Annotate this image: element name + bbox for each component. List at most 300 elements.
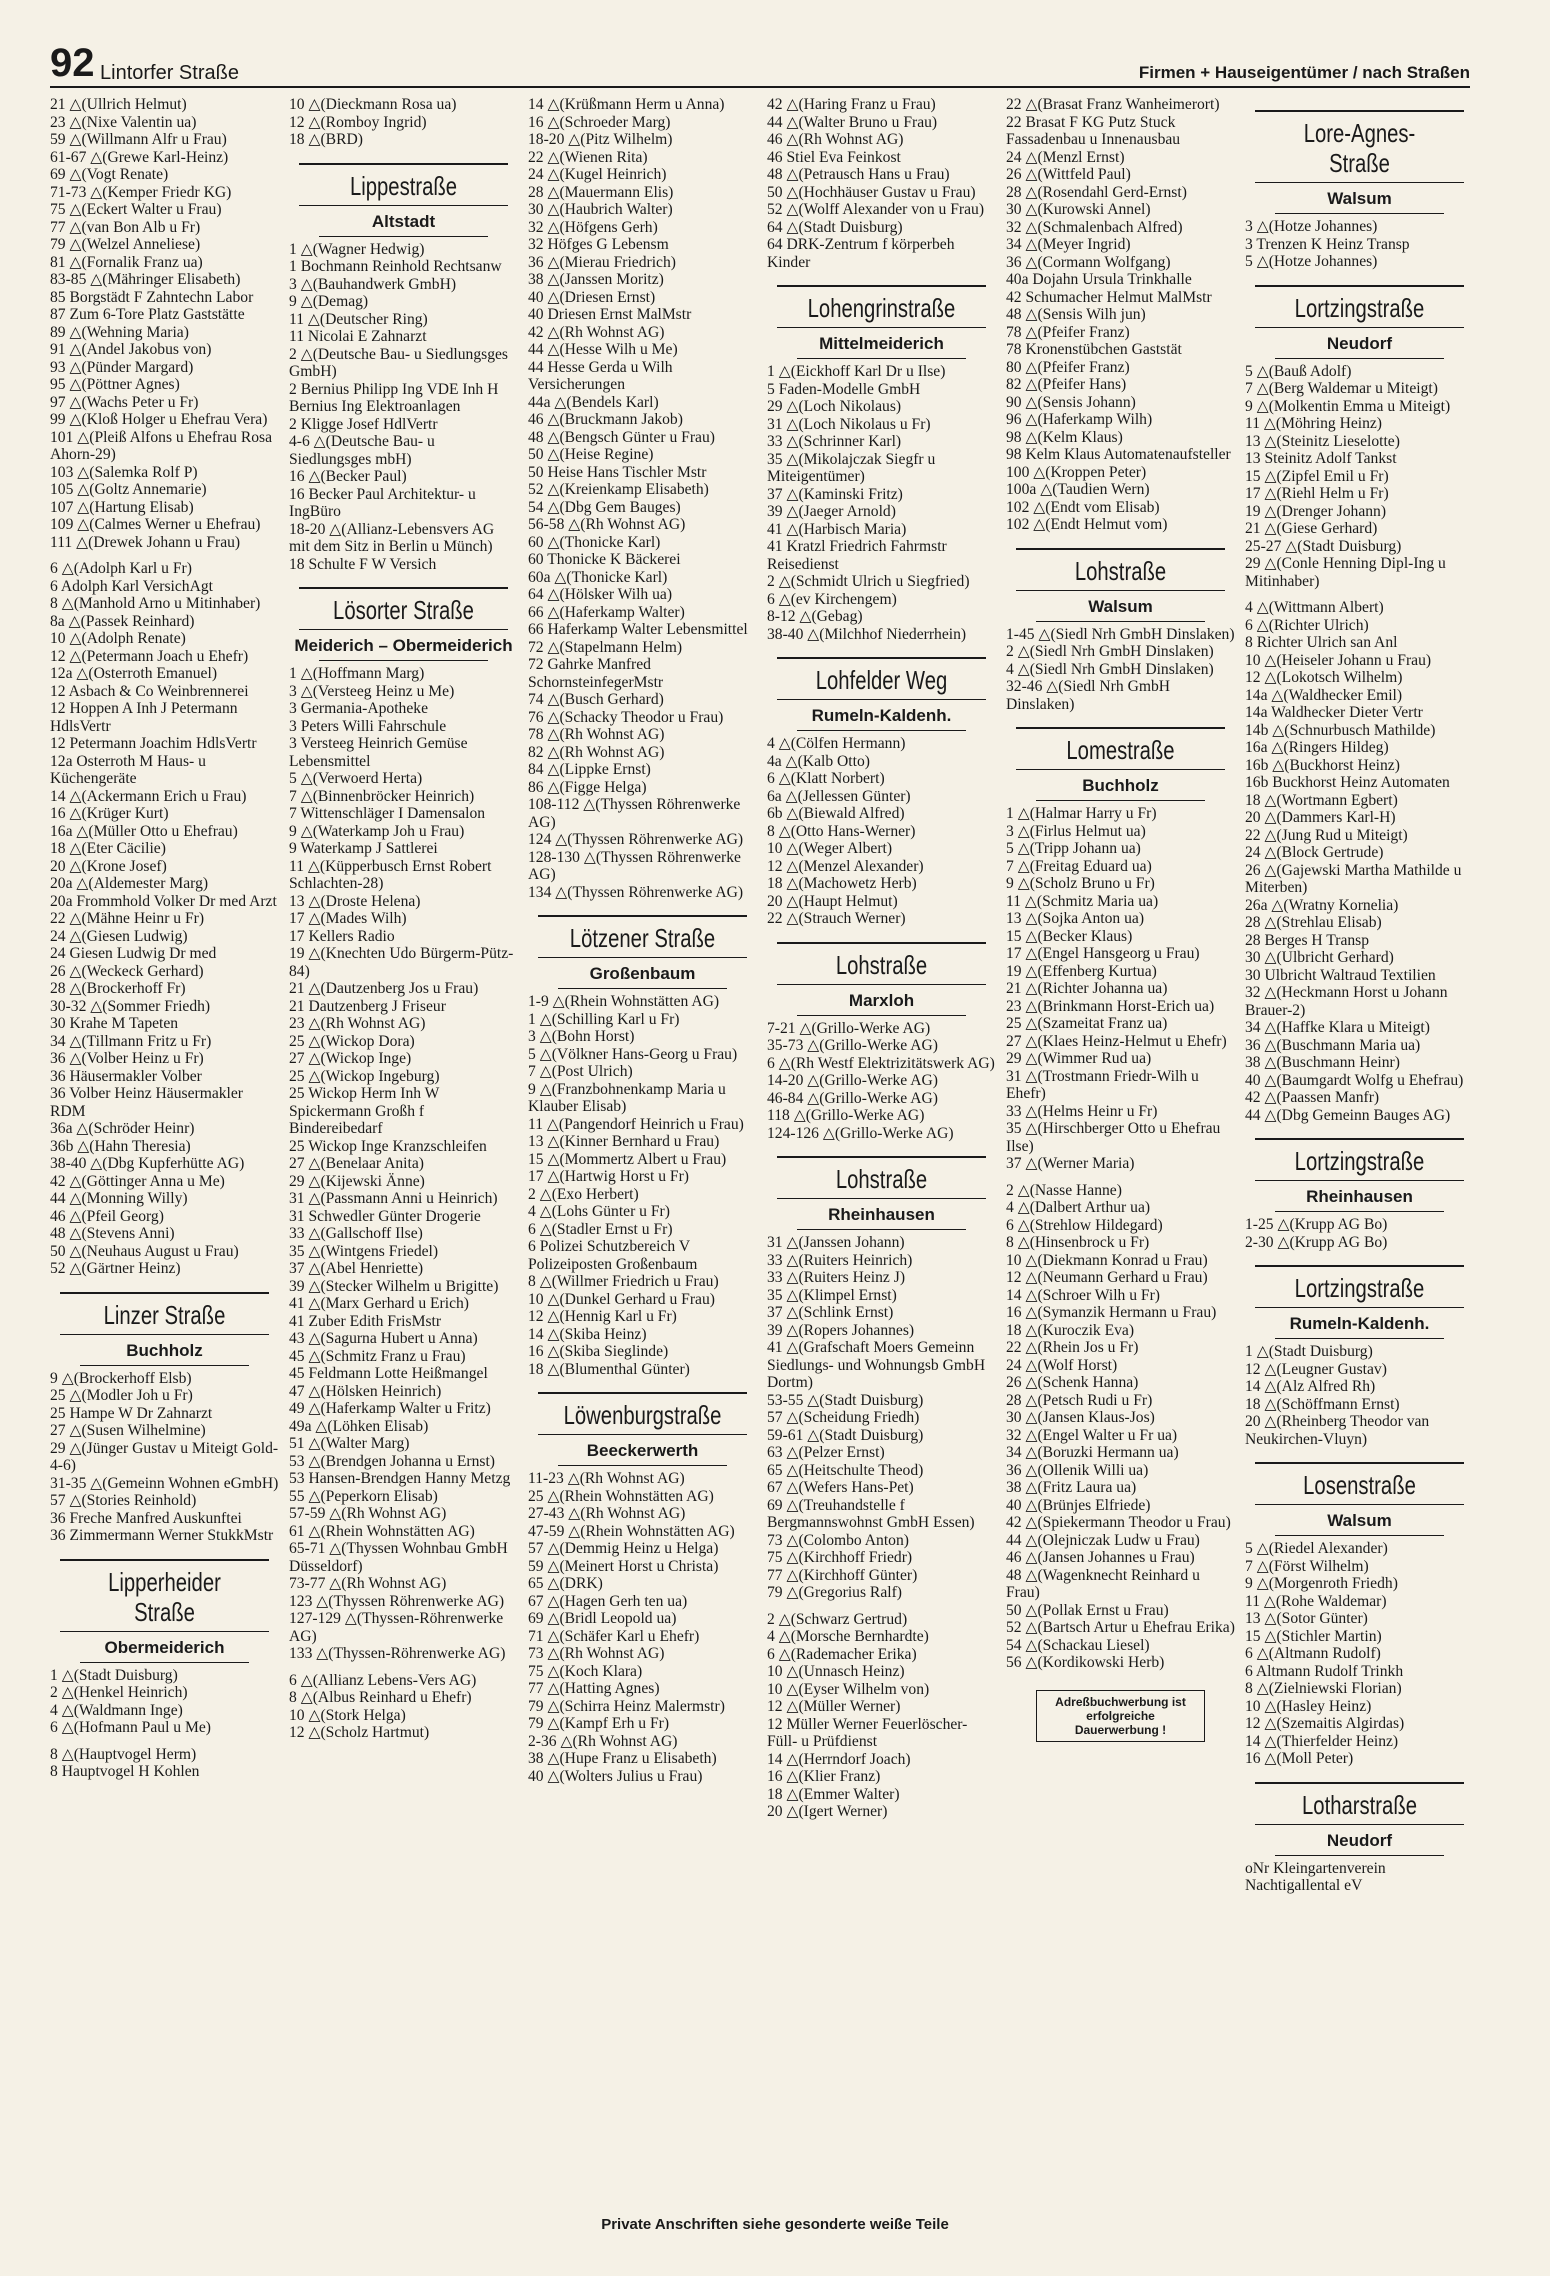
- district-name: Altstadt: [371, 211, 436, 231]
- address-entry: 38-40 △(Milchhof Niederrhein): [767, 625, 967, 643]
- address-entry: 5 △(Riedel Alexander): [1245, 1540, 1388, 1557]
- district-divider: [1275, 213, 1444, 214]
- address-entry: 18 △(Kuroczik Eva): [1006, 1321, 1135, 1339]
- address-entry: 73-77 △(Rh Wohnst AG): [289, 1575, 447, 1592]
- address-entry: 9 Waterkamp J Sattlerei: [289, 840, 438, 857]
- address-entry: 3 Versteeg Heinrich Gemüse Lebensmittel: [289, 735, 468, 770]
- entry-spacer: [50, 1737, 279, 1746]
- address-entry: 22 △(Wienen Rita): [528, 148, 648, 166]
- district-divider: [1275, 1855, 1444, 1856]
- address-entry: 48 △(Stevens Anni): [50, 1225, 175, 1242]
- address-entry: 21 △(Richter Johanna ua): [1006, 980, 1168, 997]
- street-heading: [299, 587, 508, 630]
- address-entry: 47-59 △(Rhein Wohnstätten AG): [528, 1522, 735, 1540]
- address-entry: 14 △(Skiba Heinz): [528, 1325, 647, 1343]
- directory-column: [50, 96, 279, 2196]
- address-entry: 5 Faden-Modelle GmbH: [767, 380, 921, 398]
- address-entry: 85 Borgstädt F Zahntechn Labor: [50, 288, 254, 306]
- address-entry: 18 △(Machowetz Herb): [767, 875, 917, 892]
- address-entry: 6 △(Hofmann Paul u Me): [50, 1719, 211, 1736]
- address-entry: 3 △(Firlus Helmut ua): [1006, 822, 1146, 840]
- address-entry: 66 Haferkamp Walter Lebensmittel: [528, 621, 748, 638]
- address-entry: 39 △(Ropers Johannes): [767, 1321, 915, 1339]
- address-entry: 33 △(Gallschoff Ilse): [289, 1225, 423, 1242]
- address-entry: 44 △(Walter Bruno u Frau): [767, 113, 938, 131]
- address-entry: 60 △(Thonicke Karl): [528, 533, 661, 551]
- address-entry: 7-21 △(Grillo-Werke AG): [767, 1019, 931, 1037]
- address-entry: 43 △(Sagurna Hubert u Anna): [289, 1330, 478, 1347]
- address-entry: 134 △(Thyssen Röhrenwerke AG): [528, 883, 744, 901]
- address-entry: 10 △(Adolph Renate): [50, 630, 186, 647]
- address-entry: 56 △(Kordikowski Herb): [1006, 1654, 1165, 1671]
- address-entry: 44 △(Olejniczak Ludw u Frau): [1006, 1531, 1200, 1549]
- address-entry: 25 △(Modler Joh u Fr): [50, 1387, 193, 1404]
- address-entry: 40 △(Baumgardt Wolfg u Ehefrau): [1245, 1071, 1464, 1089]
- address-entry: 6 Adolph Karl VersichAgt: [50, 577, 213, 595]
- address-entry: 18 △(Wortmann Egbert): [1245, 791, 1398, 809]
- address-entry: 11 △(Pangendorf Heinrich u Frau): [528, 1115, 744, 1133]
- address-entry: 28 △(Petsch Rudi u Fr): [1006, 1391, 1153, 1409]
- address-entry: 12 △(Hennig Karl u Fr): [528, 1308, 677, 1325]
- address-entry: 14a Waldhecker Dieter Vertr: [1245, 704, 1423, 721]
- address-entry: 97 △(Wachs Peter u Fr): [50, 393, 199, 411]
- address-entry: 60 Thonicke K Bäckerei: [528, 551, 681, 568]
- section-header: Firmen + Hauseigentümer / nach Straßen: [1138, 63, 1470, 82]
- address-entry: 8 △(Otto Hans-Werner): [767, 822, 916, 840]
- street-name: Löwenburgstraße: [563, 1400, 722, 1430]
- street-block: [1006, 548, 1235, 714]
- district-name: Buchholz: [126, 1340, 203, 1360]
- address-entry: 27 △(Klaes Heinz-Helmut u Ehefr): [1006, 1032, 1227, 1050]
- address-entry: 50 △(Pollak Ernst u Frau): [1006, 1601, 1169, 1619]
- address-entry: 36 Freche Manfred Auskunftei: [50, 1509, 242, 1527]
- district-name: Mittelmeiderich: [819, 334, 944, 353]
- address-entry: 133 △(Thyssen-Röhrenwerke AG): [289, 1645, 506, 1662]
- address-entry: 72 △(Stapelmann Helm): [528, 638, 683, 656]
- address-entry: 101 △(Pleiß Alfons u Ehefrau Rosa Ahorn-29): [50, 428, 273, 463]
- address-entry: 99 △(Kloß Holger u Ehefrau Vera): [50, 411, 268, 428]
- address-entry: 8a △(Passek Reinhard): [50, 612, 195, 630]
- address-entry: 9 △(Franzbohnenkamp Maria u Klauber Elisab): [528, 1080, 726, 1115]
- address-entry: 63 △(Pelzer Ernst): [767, 1444, 885, 1461]
- district-name: Marxloh: [848, 990, 915, 1010]
- street-block: [1245, 1462, 1474, 1768]
- district-divider: [319, 236, 488, 237]
- address-entry: 16b △(Buckhorst Heinz): [1245, 756, 1400, 774]
- street-heading: [1255, 1462, 1464, 1505]
- address-entry: 22 △(Strauch Werner): [767, 910, 906, 927]
- address-entry: 41 Kratzl Friedrich Fahrmstr Reisedienst: [767, 538, 947, 573]
- street-block: [289, 163, 518, 574]
- district-name: Buchholz: [1082, 776, 1159, 795]
- address-entry: 10 △(Heiseler Johann u Frau): [1245, 651, 1432, 669]
- entry-spacer: [1006, 1173, 1235, 1182]
- address-entry: 23 △(Brinkmann Horst-Erich ua): [1006, 997, 1215, 1015]
- address-entry: 2 △(Henkel Heinrich): [50, 1684, 188, 1701]
- address-entry: 34 △(Tillmann Fritz u Fr): [50, 1032, 212, 1050]
- address-entry: 29 △(Loch Nikolaus): [767, 398, 902, 415]
- address-entry: 41 △(Marx Gerhard u Erich): [289, 1295, 469, 1312]
- address-entry: 14 △(Krüßmann Herm u Anna): [528, 96, 725, 113]
- district-divider: [1275, 1338, 1444, 1339]
- address-entry: 69 △(Vogt Renate): [50, 166, 169, 183]
- address-entry: 61-67 △(Grewe Karl-Heinz): [50, 148, 229, 166]
- address-entry: 37 △(Abel Henriette): [289, 1260, 424, 1277]
- address-entry: 4 △(Dalbert Arthur ua): [1006, 1199, 1151, 1216]
- address-entry: 53 △(Brendgen Johanna u Ernst): [289, 1452, 496, 1470]
- address-entry: 29 △(Kijewski Änne): [289, 1172, 425, 1190]
- address-entry: 14 △(Schroer Wilh u Fr): [1006, 1286, 1160, 1304]
- address-entry: 76 △(Schacky Theodor u Frau): [528, 708, 724, 726]
- district-divider: [797, 730, 966, 731]
- address-entry: 41 △(Grafschaft Moers Gemeinn Siedlungs- und Wohnungsb GmbH Dortm): [767, 1339, 986, 1391]
- address-entry: 29 △(Jünger Gustav u Miteigt Gold-4-6): [50, 1439, 279, 1474]
- street-block: [50, 1559, 279, 1781]
- street-name: Lortzingstraße: [1294, 292, 1425, 323]
- address-entry: 35 △(Klimpel Ernst): [767, 1286, 897, 1304]
- street-name: Lösorter Straße: [333, 595, 474, 625]
- address-entry: 24 Giesen Ludwig Dr med: [50, 945, 217, 962]
- address-entry: 1 △(Stadt Duisburg): [50, 1666, 178, 1684]
- address-entry: 60a △(Thonicke Karl): [528, 568, 668, 586]
- address-entry: 18 △(Emmer Walter): [767, 1785, 900, 1803]
- address-entry: 127-129 △(Thyssen-Röhrenwerke AG): [289, 1610, 504, 1645]
- address-entry: 12 Müller Werner Feuerlöscher- Füll- u Prüfdienst: [767, 1715, 968, 1750]
- address-entry: 81 △(Fornalik Franz ua): [50, 253, 203, 271]
- address-entry: 98 △(Kelm Klaus): [1006, 428, 1123, 446]
- address-entry: 77 △(van Bon Alb u Fr): [50, 218, 201, 236]
- address-entry: 9 △(Waterkamp Joh u Frau): [289, 822, 465, 840]
- address-entry: 69 △(Bridl Leopold ua): [528, 1610, 677, 1627]
- address-entry: 95 △(Pöttner Agnes): [50, 376, 180, 393]
- address-entry: 33 △(Schrinner Karl): [767, 433, 902, 450]
- address-entry: 16 △(Symanzik Hermann u Frau): [1006, 1304, 1217, 1321]
- address-entry: 24 △(Menzl Ernst): [1006, 148, 1125, 166]
- address-entry: 52 △(Kreienkamp Elisabeth): [528, 481, 709, 498]
- street-heading: [777, 1156, 986, 1199]
- address-entry: 12 △(Müller Werner): [767, 1698, 901, 1715]
- address-entry: 7 Wittenschläger I Damensalon: [289, 805, 486, 822]
- address-entry: 86 △(Figge Helga): [528, 778, 647, 796]
- address-entry: 48 △(Bengsch Günter u Frau): [528, 428, 715, 446]
- address-entry: 75 △(Kirchhoff Friedr): [767, 1549, 913, 1566]
- address-entry: 52 △(Gärtner Heinz): [50, 1260, 181, 1277]
- address-entry: 44 △(Monning Willy): [50, 1190, 188, 1207]
- address-entry: 11 △(Rohe Waldemar): [1245, 1592, 1387, 1610]
- address-entry: 30 △(Kurowski Annel): [1006, 201, 1151, 218]
- address-entry: 21 △(Giese Gerhard): [1245, 520, 1378, 537]
- address-entry: 12 △(Romboy Ingrid): [289, 113, 427, 131]
- district-name: Rheinhausen: [1306, 1187, 1413, 1206]
- address-entry: 3 Trenzen K Heinz Transp: [1245, 235, 1410, 253]
- address-entry: 8 △(Willmer Friedrich u Frau): [528, 1273, 719, 1290]
- address-entry: 1-9 △(Rhein Wohnstätten AG): [528, 993, 720, 1010]
- address-entry: 52 △(Bartsch Artur u Ehefrau Erika): [1006, 1619, 1235, 1636]
- address-entry: 22 Brasat F KG Putz Stuck Fassadenbau u Innenausbau: [1006, 113, 1181, 148]
- street-heading: [1016, 548, 1225, 591]
- address-entry: 30 △(Haubrich Walter): [528, 201, 673, 218]
- address-entry: 28 △(Rosendahl Gerd-Ernst): [1006, 183, 1187, 201]
- address-entry: 40 △(Brünjes Elfriede): [1006, 1496, 1151, 1514]
- address-entry: 40 △(Wolters Julius u Frau): [528, 1767, 703, 1785]
- address-entry: 8-12 △(Gebag): [767, 608, 863, 625]
- address-entry: 65 △(DRK): [528, 1575, 603, 1592]
- address-entry: 10 △(Dunkel Gerhard u Frau): [528, 1290, 715, 1308]
- street-block: [1245, 1138, 1474, 1251]
- address-entry: 22 △(Brasat Franz Wanheimerort): [1006, 96, 1220, 113]
- directory-column: [528, 96, 757, 2196]
- address-entry: 9 △(Molkentin Emma u Miteigt): [1245, 397, 1451, 415]
- address-entry: 44 △(Hesse Wilh u Me): [528, 341, 678, 358]
- address-entry: 6 △(Allianz Lebens-Vers AG): [289, 1671, 477, 1689]
- address-entry: 35-73 △(Grillo-Werke AG): [767, 1037, 938, 1054]
- address-entry: 6 △(Strehlow Hildegard): [1006, 1216, 1163, 1234]
- address-entry: 25 △(Wickop Ingeburg): [289, 1067, 440, 1085]
- address-entry: 1 △(Hoffmann Marg): [289, 665, 425, 682]
- address-entry: 77 △(Hatting Agnes): [528, 1680, 660, 1697]
- street-heading: [1255, 1265, 1464, 1308]
- district-divider: [558, 1465, 727, 1466]
- address-entry: 32 △(Höfgens Gerh): [528, 218, 658, 236]
- address-entry: 50 △(Hochhäuser Gustav u Frau): [767, 183, 976, 201]
- address-entry: 34 △(Boruzki Hermann ua): [1006, 1444, 1179, 1461]
- address-entry: 17 △(Engel Hansgeorg u Frau): [1006, 945, 1200, 962]
- address-entry: 8 Hauptvogel H Kohlen: [50, 1763, 200, 1780]
- address-entry: 73 △(Colombo Anton): [767, 1531, 909, 1549]
- address-entry: 19 △(Drenger Johann): [1245, 502, 1387, 520]
- address-entry: 15 △(Stichler Martin): [1245, 1627, 1382, 1645]
- address-entry: 46-84 △(Grillo-Werke AG): [767, 1089, 938, 1107]
- street-heading: [538, 915, 747, 958]
- address-entry: 13 △(Droste Helena): [289, 892, 421, 910]
- address-entry: 10 △(Weger Albert): [767, 840, 893, 857]
- address-entry: 6 △(ev Kirchengem): [767, 590, 897, 608]
- address-entry: 16 Becker Paul Architektur- u IngBüro: [289, 485, 476, 520]
- address-entry: 57 △(Demmig Heinz u Helga): [528, 1540, 719, 1557]
- street-name: Lohstraße: [1074, 555, 1167, 586]
- address-entry: 16 △(Moll Peter): [1245, 1750, 1354, 1767]
- address-entry: 12 △(Szemaitis Algirdas): [1245, 1715, 1405, 1732]
- address-entry: 29 △(Conle Henning Dipl-Ing u Mitinhaber): [1245, 555, 1446, 590]
- address-entry: 108-112 △(Thyssen Röhrenwerke AG): [528, 796, 741, 831]
- address-entry: 5 △(Verwoerd Herta): [289, 770, 423, 787]
- address-entry: 46 △(Jansen Johannes u Frau): [1006, 1549, 1195, 1566]
- address-entry: 102 △(Endt Helmut vom): [1006, 516, 1168, 533]
- address-entry: 6 △(Stadler Ernst u Fr): [528, 1220, 673, 1238]
- address-entry: 1 △(Halmar Harry u Fr): [1006, 805, 1157, 822]
- address-entry: 87 Zum 6-Tore Platz Gaststätte: [50, 306, 245, 323]
- address-entry: 59-61 △(Stadt Duisburg): [767, 1426, 924, 1444]
- street-name: Losenstraße: [1303, 1470, 1416, 1500]
- address-entry: 3 △(Bauhandwerk GmbH): [289, 275, 457, 293]
- address-entry: 56-58 △(Rh Wohnst AG): [528, 516, 686, 533]
- address-entry: 8 △(Zielniewski Florian): [1245, 1680, 1402, 1697]
- address-entry: 49 △(Haferkamp Walter u Fritz): [289, 1400, 491, 1417]
- address-entry: 2 △(Deutsche Bau- u Siedlungsges GmbH): [289, 345, 509, 380]
- street-heading: [1255, 285, 1464, 328]
- address-entry: 4 △(Wittmann Albert): [1245, 599, 1384, 616]
- street-name: Lipperheider Straße: [108, 1566, 221, 1627]
- address-entry: 49a △(Löhken Elisab): [289, 1417, 429, 1435]
- address-entry: 25 △(Szameitat Franz ua): [1006, 1015, 1168, 1032]
- address-entry: 105 △(Goltz Annemarie): [50, 481, 207, 498]
- address-entry: 11-23 △(Rh Wohnst AG): [528, 1470, 685, 1487]
- address-entry: 128-130 △(Thyssen Röhrenwerke AG): [528, 848, 741, 883]
- district-divider: [319, 660, 488, 661]
- address-entry: 32 △(Heckmann Horst u Johann Brauer-2): [1245, 984, 1448, 1019]
- address-entry: 31 △(Loch Nikolaus u Fr): [767, 415, 931, 433]
- address-entry: 7 △(Berg Waldemar u Miteigt): [1245, 380, 1438, 397]
- address-entry: 1 △(Schilling Karl u Fr): [528, 1010, 680, 1028]
- address-entry: 46 △(Rh Wohnst AG): [767, 131, 904, 148]
- address-entry: 18 △(BRD): [289, 131, 363, 148]
- street-name: Lohengrinstraße: [807, 293, 956, 323]
- address-entry: 2 Bernius Philipp Ing VDE Inh H Bernius Ing Elektroanlagen: [289, 380, 499, 415]
- running-street-header: Lintorfer Straße: [100, 62, 239, 84]
- address-entry: 31 △(Trostmann Friedr-Wilh u Ehefr): [1006, 1067, 1199, 1102]
- address-entry: 12 △(Leugner Gustav): [1245, 1360, 1387, 1378]
- street-block: [528, 915, 757, 1378]
- address-entry: 9 △(Brockerhoff Elsb): [50, 1369, 192, 1387]
- address-entry: 31 △(Janssen Johann): [767, 1234, 905, 1251]
- address-entry: 124-126 △(Grillo-Werke AG): [767, 1124, 954, 1142]
- address-entry: 6 △(Rademacher Erika): [767, 1645, 917, 1663]
- street-name: Lippestraße: [349, 170, 458, 201]
- street-name: Lötzener Straße: [569, 923, 716, 953]
- address-entry: 4 △(Morsche Bernhardte): [767, 1628, 929, 1645]
- address-entry: 9 △(Scholz Bruno u Fr): [1006, 875, 1155, 892]
- address-entry: 3 △(Hotze Johannes): [1245, 218, 1378, 235]
- address-entry: 54 △(Dbg Gem Bauges): [528, 498, 681, 516]
- district-name: Walsum: [1327, 1511, 1392, 1530]
- entry-spacer: [289, 1663, 518, 1672]
- address-entry: 61 △(Rhein Wohnstätten AG): [289, 1522, 475, 1540]
- address-entry: 6a △(Jellessen Günter): [767, 787, 911, 805]
- address-entry: 79 △(Schirra Heinz Malermstr): [528, 1697, 725, 1715]
- address-entry: 47 △(Hölsken Heinrich): [289, 1382, 442, 1400]
- address-entry: 65-71 △(Thyssen Wohnbau GmbH Düsseldorf): [289, 1540, 508, 1575]
- address-entry: 22 △(Rhein Jos u Fr): [1006, 1339, 1139, 1356]
- directory-column: [1006, 96, 1235, 2196]
- address-entry: 25 Wickop Inge Kranzschleifen: [289, 1137, 487, 1155]
- address-entry: 91 △(Andel Jakobus von): [50, 341, 212, 358]
- address-entry: 42 △(Paassen Manfr): [1245, 1089, 1380, 1106]
- address-entry: 100a △(Taudien Wern): [1006, 481, 1150, 498]
- address-entry: 13 △(Sotor Günter): [1245, 1610, 1368, 1627]
- address-entry: 40a Dojahn Ursula Trinkhalle: [1006, 271, 1192, 288]
- address-entry: 18-20 △(Pitz Wilhelm): [528, 131, 673, 148]
- address-entry: 36 △(Buschmann Maria ua): [1245, 1036, 1421, 1054]
- address-entry: 4 △(Siedl Nrh GmbH Dinslaken): [1006, 660, 1214, 678]
- address-entry: 26a △(Wratny Kornelia): [1245, 896, 1399, 914]
- address-entry: 25 Wickop Herm Inh W Spickermann Großh f Bindereibedarf: [289, 1085, 440, 1137]
- street-block: [767, 942, 996, 1143]
- address-entry: 3 △(Bohn Horst): [528, 1028, 635, 1045]
- district-name: Beeckerwerth: [586, 1441, 699, 1460]
- street-block: [1245, 110, 1474, 271]
- address-entry: 78 △(Rh Wohnst AG): [528, 726, 665, 743]
- address-entry: 35 △(Wintgens Friedel): [289, 1242, 439, 1260]
- district-divider: [797, 1229, 966, 1230]
- address-entry: 90 △(Sensis Johann): [1006, 393, 1136, 411]
- address-entry: 38 △(Hupe Franz u Elisabeth): [528, 1750, 717, 1767]
- address-entry: 48 △(Wagenknecht Reinhard u Frau): [1006, 1566, 1200, 1601]
- street-heading: [1255, 1782, 1464, 1825]
- address-entry: 83-85 △(Mähringer Elisabeth): [50, 271, 241, 288]
- address-entry: 46 △(Pfeil Georg): [50, 1207, 164, 1225]
- street-heading: [1255, 1138, 1464, 1181]
- address-entry: 93 △(Pünder Margard): [50, 358, 194, 376]
- district-divider: [797, 358, 966, 359]
- address-entry: 14 △(Thierfelder Heinz): [1245, 1732, 1399, 1750]
- address-entry: 50 Heise Hans Tischler Mstr: [528, 463, 707, 481]
- district-divider: [1036, 800, 1205, 801]
- address-entry: 6 △(Altmann Rudolf): [1245, 1645, 1381, 1662]
- address-entry: 30 △(Jansen Klaus-Jos): [1006, 1409, 1155, 1426]
- address-entry: 64 DRK-Zentrum f körperbeh Kinder: [767, 236, 955, 271]
- address-entry: 10 △(Dieckmann Rosa ua): [289, 96, 457, 113]
- address-entry: 50 △(Neuhaus August u Frau): [50, 1242, 239, 1260]
- district-divider: [1275, 358, 1444, 359]
- address-entry: 82 △(Pfeifer Hans): [1006, 376, 1127, 393]
- address-entry: 30 △(Ulbricht Gerhard): [1245, 949, 1394, 966]
- district-divider: [558, 988, 727, 989]
- address-entry: 16 △(Klier Franz): [767, 1768, 881, 1785]
- address-entry: 12 Hoppen A Inh J Petermann HdlsVertr: [50, 700, 238, 735]
- address-entry: 103 △(Salemka Rolf P): [50, 463, 198, 481]
- address-entry: 11 △(Küpperbusch Ernst Robert Schlachten-28): [289, 857, 492, 892]
- address-entry: 16 △(Krüger Kurt): [50, 805, 169, 822]
- address-entry: 20 △(Krone Josef): [50, 857, 167, 875]
- address-entry: 27 △(Susen Wilhelmine): [50, 1422, 206, 1439]
- address-entry: 25 Hampe W Dr Zahnarzt: [50, 1404, 213, 1422]
- address-entry: 111 △(Drewek Johann u Frau): [50, 533, 241, 551]
- district-name: Meiderich – Obermeiderich: [294, 636, 513, 655]
- address-entry: 1 △(Eickhoff Karl Dr u Ilse): [767, 363, 946, 380]
- address-entry: 59 △(Willmann Alfr u Frau): [50, 131, 227, 148]
- address-entry: 23 △(Nixe Valentin ua): [50, 113, 197, 131]
- address-entry: 59 △(Meinert Horst u Christa): [528, 1557, 719, 1575]
- address-entry: 42 Schumacher Helmut MalMstr: [1006, 288, 1212, 306]
- address-entry: 13 Steinitz Adolf Tankst: [1245, 450, 1397, 467]
- address-entry: 22 △(Jung Rud u Miteigt): [1245, 826, 1408, 844]
- street-block: [767, 285, 996, 643]
- street-heading: [777, 657, 986, 700]
- address-entry: 14 △(Ackermann Erich u Frau): [50, 787, 247, 805]
- district-name: Rumeln-Kaldenh.: [811, 706, 952, 725]
- page-header: [50, 40, 1470, 88]
- street-name: Lomestraße: [1066, 735, 1175, 765]
- address-entry: 124 △(Thyssen Röhrenwerke AG): [528, 831, 744, 848]
- address-entry: 53 Hansen-Brendgen Hanny Metzg: [289, 1470, 511, 1487]
- address-entry: 30-32 △(Sommer Friedh): [50, 997, 211, 1015]
- address-entry: 13 △(Kinner Bernhard u Frau): [528, 1133, 720, 1150]
- directory-columns: [50, 96, 1480, 2196]
- address-entry: 33 △(Helms Heinr u Fr): [1006, 1102, 1158, 1120]
- street-block: [767, 657, 996, 928]
- address-entry: 37 △(Kaminski Fritz): [767, 485, 903, 503]
- street-block: [1006, 96, 1235, 534]
- address-entry: 79 △(Gregorius Ralf): [767, 1584, 902, 1601]
- address-entry: 37 △(Werner Maria): [1006, 1155, 1135, 1172]
- address-entry: 78 △(Pfeifer Franz): [1006, 323, 1130, 341]
- address-entry: 12 △(Lokotsch Wilhelm): [1245, 669, 1403, 686]
- address-entry: 6 △(Adolph Karl u Fr): [50, 560, 192, 577]
- address-entry: 36b △(Hahn Theresia): [50, 1137, 191, 1155]
- address-entry: 57 △(Scheidung Friedh): [767, 1409, 920, 1426]
- address-entry: 17 △(Riehl Helm u Fr): [1245, 485, 1389, 502]
- address-entry: 1-25 △(Krupp AG Bo): [1245, 1216, 1388, 1233]
